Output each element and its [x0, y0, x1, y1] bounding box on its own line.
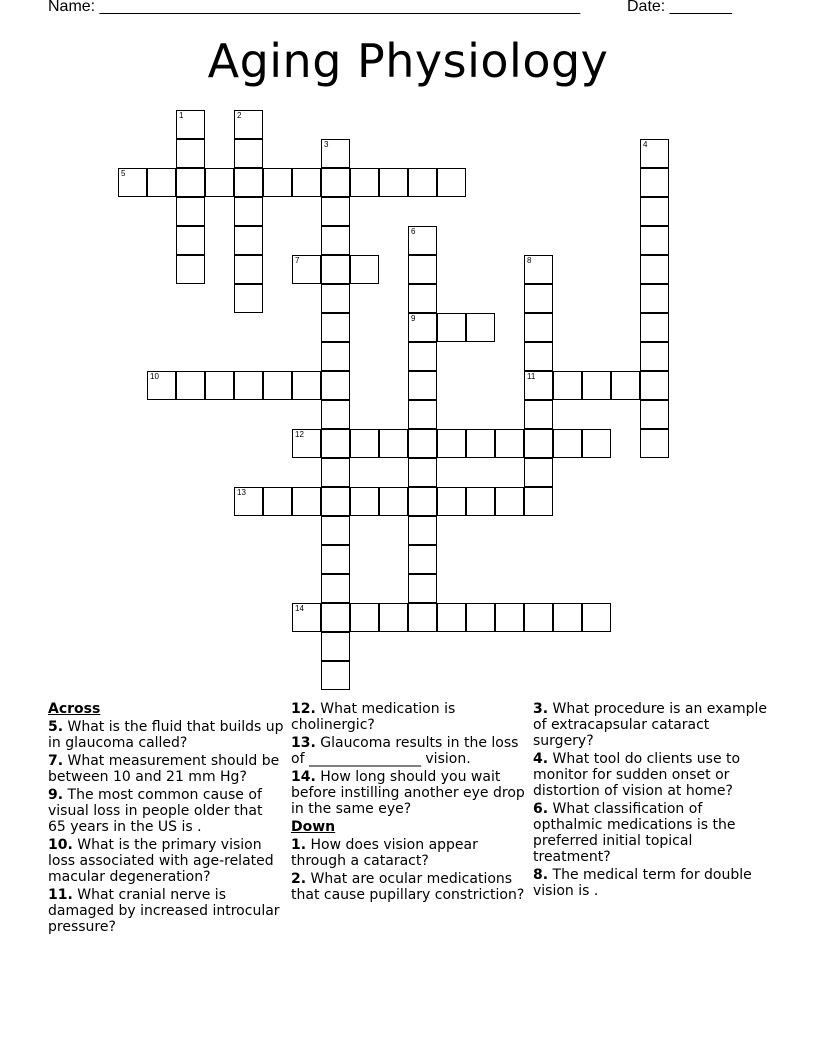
crossword-cell[interactable] — [118, 168, 147, 197]
clue-number: 3. — [533, 701, 549, 717]
cell-number: 13 — [237, 488, 246, 497]
crossword-cell[interactable] — [640, 226, 669, 255]
clue-text: What is the fluid that builds up in glaucoma called? — [48, 719, 284, 751]
clue-number: 1. — [291, 837, 307, 853]
crossword-cell[interactable] — [263, 371, 292, 400]
crossword-cell[interactable] — [350, 255, 379, 284]
crossword-cell[interactable] — [176, 371, 205, 400]
clue-number: 6. — [533, 801, 549, 817]
cell-number: 6 — [411, 227, 416, 236]
cell-number: 4 — [643, 140, 648, 149]
crossword-cell[interactable] — [408, 284, 437, 313]
crossword-cell[interactable] — [524, 371, 553, 400]
crossword-cell[interactable] — [408, 516, 437, 545]
crossword-cell[interactable] — [350, 487, 379, 516]
crossword-cell[interactable] — [321, 545, 350, 574]
clue-1 — [291, 837, 527, 869]
clue-11 — [48, 887, 284, 935]
clue-text: What medication is cholinergic? — [291, 701, 456, 733]
crossword-cell[interactable] — [553, 429, 582, 458]
crossword-cell[interactable] — [524, 429, 553, 458]
crossword-cell[interactable] — [408, 371, 437, 400]
clue-column-2 — [291, 701, 527, 905]
crossword-cell[interactable] — [640, 197, 669, 226]
crossword-cell[interactable] — [292, 603, 321, 632]
clue-6 — [533, 801, 769, 865]
crossword-cell[interactable] — [640, 400, 669, 429]
crossword-cell[interactable] — [321, 516, 350, 545]
clue-text: How does vision appear through a cataract? — [291, 837, 478, 869]
cell-number: 9 — [411, 314, 416, 323]
clue-number: 11. — [48, 887, 73, 903]
crossword-cell[interactable] — [582, 429, 611, 458]
crossword-cell[interactable] — [234, 197, 263, 226]
clue-number: 5. — [48, 719, 64, 735]
crossword-cell[interactable] — [350, 429, 379, 458]
crossword-cell[interactable] — [321, 342, 350, 371]
crossword-cell[interactable] — [234, 255, 263, 284]
crossword-cell[interactable] — [640, 255, 669, 284]
clue-5 — [48, 719, 284, 751]
crossword-cell[interactable] — [379, 168, 408, 197]
crossword-cell[interactable] — [321, 313, 350, 342]
clue-number: 14. — [291, 769, 316, 785]
crossword-cell[interactable] — [408, 487, 437, 516]
cell-number: 10 — [150, 372, 159, 381]
crossword-cell[interactable] — [292, 371, 321, 400]
crossword-cell[interactable] — [437, 168, 466, 197]
crossword-cell[interactable] — [263, 168, 292, 197]
crossword-cell[interactable] — [408, 545, 437, 574]
crossword-cell[interactable] — [147, 371, 176, 400]
crossword-cell[interactable] — [437, 487, 466, 516]
clue-10 — [48, 837, 284, 885]
crossword-cell[interactable] — [176, 226, 205, 255]
crossword-cell[interactable] — [640, 168, 669, 197]
crossword-cell[interactable] — [292, 487, 321, 516]
clue-4 — [533, 751, 769, 799]
crossword-cell[interactable] — [466, 313, 495, 342]
crossword-cell[interactable] — [640, 429, 669, 458]
clue-number: 10. — [48, 837, 73, 853]
crossword-cell[interactable] — [321, 574, 350, 603]
crossword-cell[interactable] — [234, 487, 263, 516]
clue-column-3 — [533, 701, 769, 901]
clue-12 — [291, 701, 527, 733]
crossword-cell[interactable] — [466, 487, 495, 516]
crossword-cell[interactable] — [408, 313, 437, 342]
crossword-cell[interactable] — [437, 313, 466, 342]
cell-number: 3 — [324, 140, 329, 149]
name-field[interactable]: Name: ______________________________________________________ — [48, 0, 581, 15]
clue-3 — [533, 701, 769, 749]
crossword-cell[interactable] — [640, 139, 669, 168]
clue-text: What is the primary vision loss associated with age-related macular degeneration? — [48, 837, 274, 885]
crossword-cell[interactable] — [321, 458, 350, 487]
crossword-cell[interactable] — [495, 487, 524, 516]
cell-number: 7 — [295, 256, 300, 265]
crossword-cell[interactable] — [292, 255, 321, 284]
crossword-cell[interactable] — [350, 168, 379, 197]
across-heading: Across — [48, 701, 101, 717]
crossword-cell[interactable] — [524, 313, 553, 342]
crossword-cell[interactable] — [234, 139, 263, 168]
crossword-cell[interactable] — [321, 197, 350, 226]
crossword-cell[interactable] — [379, 603, 408, 632]
crossword-cell[interactable] — [408, 574, 437, 603]
crossword-cell[interactable] — [640, 284, 669, 313]
down-heading: Down — [291, 819, 336, 835]
crossword-cell[interactable] — [408, 458, 437, 487]
crossword-cell[interactable] — [147, 168, 176, 197]
crossword-cell[interactable] — [176, 139, 205, 168]
cell-number: 2 — [237, 111, 242, 120]
clue-text: What are ocular medications that cause pupillary constriction? — [291, 871, 525, 903]
crossword-cell[interactable] — [176, 168, 205, 197]
crossword-cell[interactable] — [437, 429, 466, 458]
crossword-cell[interactable] — [582, 371, 611, 400]
crossword-cell[interactable] — [495, 429, 524, 458]
crossword-cell[interactable] — [321, 603, 350, 632]
clue-text: What measurement should be between 10 and 21 mm Hg? — [48, 753, 280, 785]
crossword-cell[interactable] — [321, 139, 350, 168]
crossword-cell[interactable] — [321, 400, 350, 429]
crossword-cell[interactable] — [524, 342, 553, 371]
cell-number: 12 — [295, 430, 304, 439]
crossword-cell[interactable] — [234, 110, 263, 139]
crossword-cell[interactable] — [234, 371, 263, 400]
crossword-cell[interactable] — [234, 226, 263, 255]
crossword-cell[interactable] — [350, 603, 379, 632]
crossword-cell[interactable] — [408, 603, 437, 632]
clue-text: Glaucoma results in the loss of ________________ vision. — [291, 735, 519, 767]
clue-number: 2. — [291, 871, 307, 887]
crossword-cell[interactable] — [176, 110, 205, 139]
clue-text: The medical term for double vision is . — [533, 867, 752, 899]
clue-text: How long should you wait before instilling another eye drop in the same eye? — [291, 769, 525, 817]
crossword-cell[interactable] — [524, 255, 553, 284]
crossword-cell[interactable] — [321, 487, 350, 516]
crossword-cell[interactable] — [379, 429, 408, 458]
cell-number: 5 — [121, 169, 126, 178]
crossword-cell[interactable] — [379, 487, 408, 516]
clue-text: What classification of opthalmic medications is the preferred initial topical treatment? — [533, 801, 736, 865]
crossword-cell[interactable] — [321, 255, 350, 284]
crossword-cell[interactable] — [640, 371, 669, 400]
clue-9 — [48, 787, 284, 835]
crossword-cell[interactable] — [321, 284, 350, 313]
clue-2 — [291, 871, 527, 903]
crossword-cell[interactable] — [611, 371, 640, 400]
crossword-cell[interactable] — [524, 487, 553, 516]
cell-number: 8 — [527, 256, 532, 265]
crossword-cell[interactable] — [524, 284, 553, 313]
crossword-cell[interactable] — [292, 168, 321, 197]
crossword-cell[interactable] — [553, 603, 582, 632]
clue-8 — [533, 867, 769, 899]
crossword-cell[interactable] — [524, 603, 553, 632]
crossword-cell[interactable] — [640, 342, 669, 371]
clue-text: What tool do clients use to monitor for sudden onset or distortion of vision at home? — [533, 751, 741, 799]
crossword-cell[interactable] — [437, 603, 466, 632]
crossword-cell[interactable] — [321, 226, 350, 255]
clue-column-1 — [48, 701, 284, 937]
cell-number: 1 — [179, 111, 184, 120]
crossword-cell[interactable] — [321, 661, 350, 690]
page-title: Aging Physiology — [207, 34, 609, 88]
crossword-cell[interactable] — [408, 255, 437, 284]
clue-7 — [48, 753, 284, 785]
crossword-cell[interactable] — [408, 429, 437, 458]
crossword-cell[interactable] — [495, 603, 524, 632]
crossword-cell[interactable] — [205, 371, 234, 400]
clue-number: 9. — [48, 787, 64, 803]
clue-14 — [291, 769, 527, 817]
clue-13 — [291, 735, 527, 767]
clue-text: The most common cause of visual loss in people older that 65 years in the US is . — [48, 787, 263, 835]
crossword-cell[interactable] — [321, 168, 350, 197]
date-field[interactable]: Date: _______ — [627, 0, 732, 15]
crossword-cell[interactable] — [321, 429, 350, 458]
crossword-cell[interactable] — [205, 168, 234, 197]
clue-number: 7. — [48, 753, 64, 769]
clue-number: 13. — [291, 735, 316, 751]
crossword-cell[interactable] — [176, 255, 205, 284]
crossword-cell[interactable] — [234, 284, 263, 313]
crossword-cell[interactable] — [292, 429, 321, 458]
crossword-cell[interactable] — [176, 197, 205, 226]
crossword-cell[interactable] — [466, 429, 495, 458]
clue-number: 8. — [533, 867, 549, 883]
crossword-cell[interactable] — [408, 342, 437, 371]
cell-number: 14 — [295, 604, 304, 613]
crossword-cell[interactable] — [582, 603, 611, 632]
crossword-cell[interactable] — [234, 168, 263, 197]
cell-number: 11 — [527, 372, 536, 381]
crossword-cell[interactable] — [263, 487, 292, 516]
crossword-cell[interactable] — [321, 371, 350, 400]
crossword-cell[interactable] — [408, 168, 437, 197]
crossword-cell[interactable] — [466, 603, 495, 632]
clue-text: What procedure is an example of extracapsular cataract surgery? — [533, 701, 768, 749]
crossword-cell[interactable] — [408, 226, 437, 255]
crossword-cell[interactable] — [553, 371, 582, 400]
clue-number: 12. — [291, 701, 316, 717]
crossword-cell[interactable] — [408, 400, 437, 429]
crossword-cell[interactable] — [321, 632, 350, 661]
clue-text: What cranial nerve is damaged by increased introcular pressure? — [48, 887, 280, 935]
crossword-cell[interactable] — [524, 400, 553, 429]
crossword-cell[interactable] — [524, 458, 553, 487]
crossword-cell[interactable] — [640, 313, 669, 342]
clue-number: 4. — [533, 751, 549, 767]
